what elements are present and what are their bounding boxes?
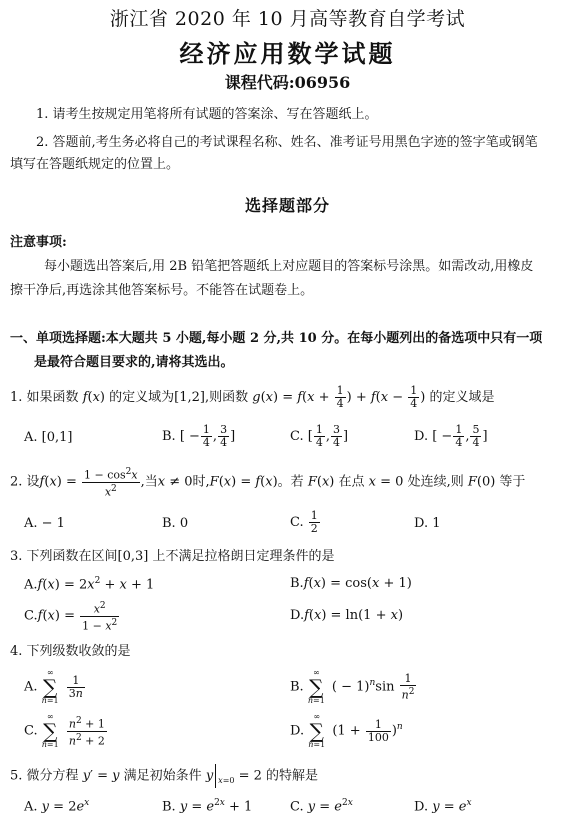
q2-option-b: B. 0 <box>162 516 189 531</box>
q5-option-d: D. $y = e^x$ <box>414 798 472 815</box>
q5-option-c: C. $y = e^{2x}$ <box>290 798 353 815</box>
q3-option-c: C.f(x) = $\frac{x^2}{1 - x^2}$ <box>24 601 118 633</box>
q4-option-c: C. ∞ ∑ n=1 $\frac{n^2 + 1}{n^2 + 2}$ <box>24 712 105 749</box>
instruction-1: 1. 请考生按规定用笔将所有试题的答案涂、写在答题纸上。 <box>36 107 378 122</box>
q2-option-d: D. 1 <box>414 516 441 531</box>
q5-option-a: A. $y = 2e^x$ <box>24 798 90 815</box>
notes-line2: 擦干净后,再选涂其他答案标号。不能答在试题卷上。 <box>10 283 314 298</box>
q1-option-d: D. [ − $\frac{1}{4}$ , $\frac{5}{4}$ ] <box>414 423 488 449</box>
q4-option-d: D. ∞ ∑ n=1 (1 + $\frac{1}{100}$ )$^n$ <box>290 712 403 749</box>
q2-option-c: C. $\frac{1}{2}$ <box>290 509 318 535</box>
q4-option-b: B. ∞ ∑ n=1 ( − 1)$^n$sin $\frac{1}{n^2}$ <box>290 668 415 705</box>
section-title: 选择题部分 <box>244 196 330 215</box>
question-5: 5. 微分方程 y′ = y 满足初始条件 y $_{x=0}$ = 2 的特解是 <box>10 764 318 792</box>
notes-label: 注意事项: <box>10 235 67 250</box>
q1-option-a: A. [0,1] <box>24 430 73 445</box>
q4-option-a: A. ∞ ∑ n=1 $\frac{1}{3n}$ <box>24 668 83 705</box>
q2-option-a: A. − 1 <box>24 516 65 531</box>
course-code: 课程代码:06956 <box>224 73 351 92</box>
question-1: 1. 如果函数 f(x) 的定义域为[1,2],则函数 g(x) = f(x + $\frac{1}{4}$ ) + f(x − $\frac{1}{4}$ ) 的定义域是 <box>10 384 495 410</box>
q1-option-b: B. [ − $\frac{1}{4}$ , $\frac{3}{4}$ ] <box>162 423 236 449</box>
q3-option-a: $A.f(x) = 2x^2 + x + 1$ <box>24 576 155 593</box>
question-4: 4. 下列级数收敛的是 <box>10 644 131 659</box>
question-2: 2. 设f(x) = $\frac{1 - \cos^2x}{x^2}$ ,当x ≠ 0时,F(x) = f(x)。若 F(x) 在点 x = 0 处连续,则 F(0) 等于 <box>10 467 526 499</box>
q3-option-b: B.f(x) = cos(x + 1) <box>290 576 412 591</box>
part1-line2: 是最符合题目要求的,请将其选出。 <box>34 355 234 370</box>
notes-line1: 每小题选出答案后,用 2B 铅笔把答题纸上对应题目的答案标号涂黑。如需改动,用橡皮 <box>44 259 534 274</box>
exam-title: 经济应用数学试题 <box>179 39 396 68</box>
instruction-2b: 填写在答题纸规定的位置上。 <box>10 157 180 172</box>
exam-header-line: 浙江省 2020 年 10 月高等教育自学考试 <box>109 8 466 30</box>
instruction-2a: 2. 答题前,考生务必将自己的考试课程名称、姓名、准考证号用黑色字迹的签字笔或钢笔 <box>36 135 538 150</box>
q3-option-d: D.f(x) = ln(1 + x) <box>290 608 404 623</box>
q5-option-b: B. $y = e^{2x} + 1$ <box>162 798 253 815</box>
question-3: 3. 下列函数在区间[0,3] 上不满足拉格朗日定理条件的是 <box>10 549 335 564</box>
part1-line1: 一、单项选择题:本大题共 5 小题,每小题 2 分,共 10 分。在每小题列出的备选项中只有一项 <box>10 331 543 346</box>
q1-option-c: C. [ $\frac{1}{4}$ , $\frac{3}{4}$ ] <box>290 423 349 449</box>
